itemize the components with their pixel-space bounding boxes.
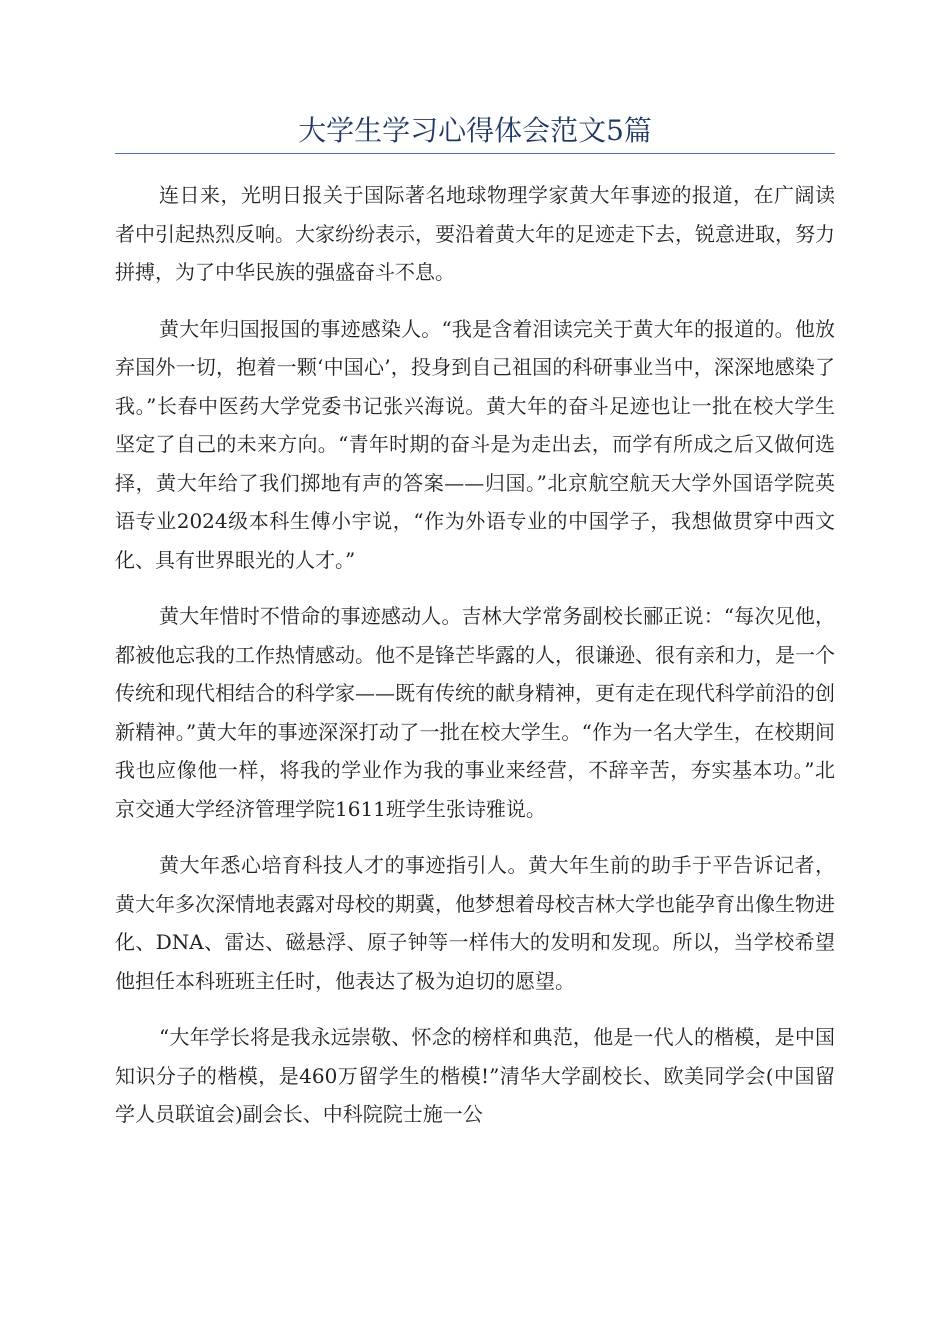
- paragraph-5: “大年学长将是我永远崇敬、怀念的榜样和典范，他是一代人的楷模，是中国知识分子的楷模，是460万留学生的楷模!”清华大学副校长、欧美同学会(中国留学人员联谊会)副会长、中科院院士施一公: [115, 1025, 835, 1126]
- paragraph-2: 黄大年归国报国的事迹感染人。“我是含着泪读完关于黄大年的报道的。他放弃国外一切，抱着一颗‘中国心’，投身到自己祖国的科研事业当中，深深地感染了我。”长春中医药大学党委书记张兴海说。黄大年的奋斗足迹也让一批在校大学生坚定了自己的未来方向。“青年时期的奋斗是为走出去，而学有所成之后又做何选择，黄大年给了我们掷地有声的答案——归国。”北京航空航天大学外国语学院英语专业2024级本科生傅小宇说，“作为外语专业的中国学子，我想做贯穿中西文化、具有世界眼光的人才。”: [115, 316, 835, 572]
- paragraph-4: 黄大年悉心培育科技人才的事迹指引人。黄大年生前的助手于平告诉记者，黄大年多次深情地表露对母校的期冀，他梦想着母校吉林大学也能孕育出像生物进化、DNA、雷达、磁悬浮、原子钟等一样伟大的发明和发现。所以，当学校希望他担任本科班班主任时，他表达了极为迫切的愿望。: [115, 853, 835, 993]
- document-body: [115, 176, 835, 1152]
- paragraph-3: 黄大年惜时不惜命的事迹感动人。吉林大学常务副校长郦正说：“每次见他，都被他忘我的工作热情感动。他不是锋芒毕露的人，很谦逊、很有亲和力，是一个传统和现代相结合的科学家——既有传统的献身精神，更有走在现代科学前沿的创新精神。”黄大年的事迹深深打动了一批在校大学生。“作为一名大学生，在校期间我也应像他一样，将我的学业作为我的事业来经营，不辞辛苦，夯实基本功。”北京交通大学经济管理学院1611班学生张诗雅说。: [115, 604, 835, 821]
- title-underline: [115, 153, 835, 154]
- page-title: 大学生学习心得体会范文5篇: [298, 114, 652, 147]
- paragraph-1: 连日来，光明日报关于国际著名地球物理学家黄大年事迹的报道，在广阔读者中引起热烈反响。大家纷纷表示，要沿着黄大年的足迹走下去，锐意进取，努力拼搏，为了中华民族的强盛奋斗不息。: [115, 183, 835, 284]
